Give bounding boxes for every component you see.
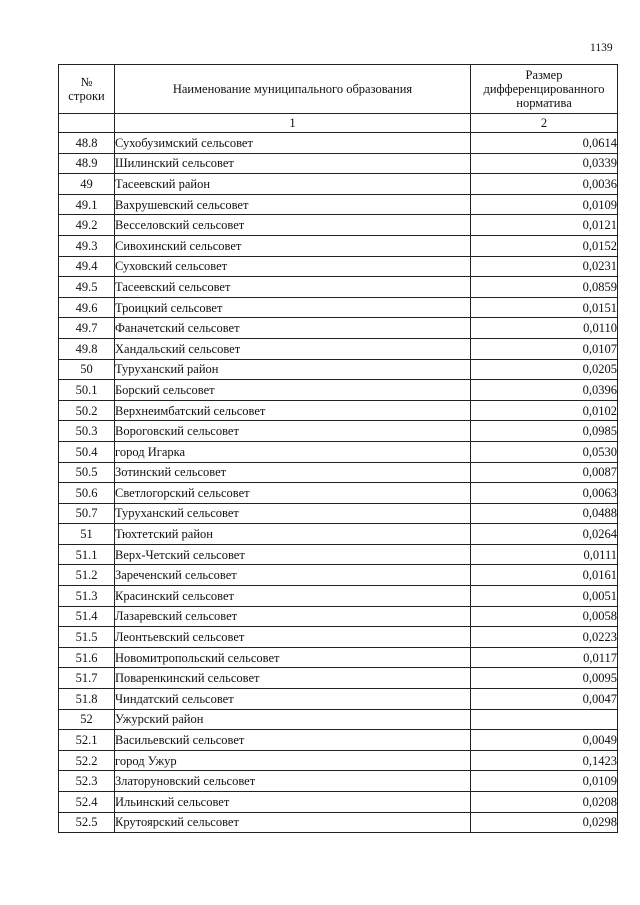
row-number-cell: 51.5 xyxy=(59,627,115,648)
municipality-name-cell: Суховский сельсовет xyxy=(115,256,471,277)
row-number-cell: 50 xyxy=(59,359,115,380)
table-row xyxy=(59,441,618,462)
header-row-number: № строки xyxy=(59,65,115,114)
page-number: 1139 xyxy=(590,42,613,54)
normative-value-cell: 0,0109 xyxy=(471,194,618,215)
table-row xyxy=(59,709,618,730)
municipality-name-cell: Тасеевский район xyxy=(115,174,471,195)
municipality-name-cell: Шилинский сельсовет xyxy=(115,153,471,174)
table-row xyxy=(59,235,618,256)
municipality-name-cell: Вахрушевский сельсовет xyxy=(115,194,471,215)
municipality-name-cell: Туруханский район xyxy=(115,359,471,380)
row-number-cell: 50.2 xyxy=(59,400,115,421)
table-row xyxy=(59,792,618,813)
municipality-name-cell: Лазаревский сельсовет xyxy=(115,606,471,627)
municipality-name-cell: Златоруновский сельсовет xyxy=(115,771,471,792)
normative-value-cell: 0,0051 xyxy=(471,586,618,607)
table-row xyxy=(59,380,618,401)
column-index-row xyxy=(59,114,618,133)
municipality-name-cell: Тасеевский сельсовет xyxy=(115,277,471,298)
row-number-cell: 52 xyxy=(59,709,115,730)
index-cell-empty xyxy=(59,114,115,133)
municipality-name-cell: Чиндатский сельсовет xyxy=(115,689,471,710)
row-number-cell: 49.5 xyxy=(59,277,115,298)
table-row xyxy=(59,503,618,524)
normative-value-cell: 0,0121 xyxy=(471,215,618,236)
normative-value-cell: 0,0231 xyxy=(471,256,618,277)
municipality-name-cell: Зареченский сельсовет xyxy=(115,565,471,586)
municipality-name-cell: Хандальский сельсовет xyxy=(115,338,471,359)
normative-value-cell: 0,0396 xyxy=(471,380,618,401)
normative-value-cell xyxy=(471,709,618,730)
municipality-name-cell: Ужурский район xyxy=(115,709,471,730)
normative-value-cell: 0,0087 xyxy=(471,462,618,483)
table-row xyxy=(59,483,618,504)
normative-value-cell: 0,0298 xyxy=(471,812,618,833)
index-cell-name: 1 xyxy=(115,114,471,133)
municipality-name-cell: Тюхтетский район xyxy=(115,524,471,545)
normative-value-cell: 0,0095 xyxy=(471,668,618,689)
municipality-name-cell: Вороговский сельсовет xyxy=(115,421,471,442)
normative-value-cell: 0,1423 xyxy=(471,750,618,771)
table-row xyxy=(59,627,618,648)
row-number-cell: 51.6 xyxy=(59,647,115,668)
header-municipality-name: Наименование муниципального образования xyxy=(115,65,471,114)
table-row xyxy=(59,215,618,236)
normative-table xyxy=(58,64,618,833)
row-number-cell: 48.8 xyxy=(59,133,115,154)
table-row xyxy=(59,174,618,195)
municipality-name-cell: город Ужур xyxy=(115,750,471,771)
table-row xyxy=(59,524,618,545)
normative-value-cell: 0,0161 xyxy=(471,565,618,586)
row-number-cell: 49.4 xyxy=(59,256,115,277)
normative-value-cell: 0,0117 xyxy=(471,647,618,668)
table-row xyxy=(59,689,618,710)
normative-value-cell: 0,0205 xyxy=(471,359,618,380)
normative-value-cell: 0,0107 xyxy=(471,338,618,359)
table-row xyxy=(59,586,618,607)
normative-value-cell: 0,0047 xyxy=(471,689,618,710)
row-number-cell: 50.1 xyxy=(59,380,115,401)
header-row xyxy=(59,65,618,114)
table-row xyxy=(59,647,618,668)
normative-value-cell: 0,0530 xyxy=(471,441,618,462)
row-number-cell: 51 xyxy=(59,524,115,545)
table-row xyxy=(59,338,618,359)
table-row xyxy=(59,421,618,442)
normative-value-cell: 0,0859 xyxy=(471,277,618,298)
row-number-cell: 48.9 xyxy=(59,153,115,174)
row-number-cell: 49.8 xyxy=(59,338,115,359)
row-number-cell: 51.8 xyxy=(59,689,115,710)
municipality-name-cell: Фаначетский сельсовет xyxy=(115,318,471,339)
table-row xyxy=(59,462,618,483)
municipality-name-cell: Поваренкинский сельсовет xyxy=(115,668,471,689)
municipality-name-cell: Сухобузимский сельсовет xyxy=(115,133,471,154)
normative-value-cell: 0,0264 xyxy=(471,524,618,545)
municipality-name-cell: Зотинский сельсовет xyxy=(115,462,471,483)
header-normative-size: Размер дифференцированного норматива xyxy=(471,65,618,114)
table-row xyxy=(59,771,618,792)
row-number-cell: 51.7 xyxy=(59,668,115,689)
row-number-cell: 51.2 xyxy=(59,565,115,586)
row-number-cell: 49.1 xyxy=(59,194,115,215)
municipality-name-cell: Борский сельсовет xyxy=(115,380,471,401)
municipality-name-cell: город Игарка xyxy=(115,441,471,462)
row-number-cell: 49.2 xyxy=(59,215,115,236)
table-row xyxy=(59,297,618,318)
normative-value-cell: 0,0614 xyxy=(471,133,618,154)
normative-value-cell: 0,0339 xyxy=(471,153,618,174)
table-row xyxy=(59,400,618,421)
municipality-name-cell: Леонтьевский сельсовет xyxy=(115,627,471,648)
normative-value-cell: 0,0223 xyxy=(471,627,618,648)
normative-value-cell: 0,0152 xyxy=(471,235,618,256)
row-number-cell: 51.4 xyxy=(59,606,115,627)
table-row xyxy=(59,606,618,627)
row-number-cell: 52.5 xyxy=(59,812,115,833)
row-number-cell: 52.2 xyxy=(59,750,115,771)
table-row xyxy=(59,750,618,771)
table-row xyxy=(59,194,618,215)
municipality-name-cell: Ильинский сельсовет xyxy=(115,792,471,813)
row-number-cell: 50.7 xyxy=(59,503,115,524)
normative-value-cell: 0,0109 xyxy=(471,771,618,792)
table-row xyxy=(59,812,618,833)
municipality-name-cell: Сивохинский сельсовет xyxy=(115,235,471,256)
row-number-cell: 49.7 xyxy=(59,318,115,339)
normative-value-cell: 0,0488 xyxy=(471,503,618,524)
table-row xyxy=(59,318,618,339)
normative-value-cell: 0,0110 xyxy=(471,318,618,339)
normative-value-cell: 0,0058 xyxy=(471,606,618,627)
row-number-cell: 50.6 xyxy=(59,483,115,504)
municipality-name-cell: Троицкий сельсовет xyxy=(115,297,471,318)
index-cell-size: 2 xyxy=(471,114,618,133)
municipality-name-cell: Светлогорский сельсовет xyxy=(115,483,471,504)
row-number-cell: 52.4 xyxy=(59,792,115,813)
normative-value-cell: 0,0102 xyxy=(471,400,618,421)
row-number-cell: 50.5 xyxy=(59,462,115,483)
row-number-cell: 51.1 xyxy=(59,544,115,565)
table-row xyxy=(59,133,618,154)
normative-value-cell: 0,0151 xyxy=(471,297,618,318)
table-row xyxy=(59,730,618,751)
normative-value-cell: 0,0985 xyxy=(471,421,618,442)
table-row xyxy=(59,544,618,565)
table-row xyxy=(59,668,618,689)
table-row xyxy=(59,277,618,298)
table-row xyxy=(59,153,618,174)
municipality-name-cell: Красинский сельсовет xyxy=(115,586,471,607)
row-number-cell: 50.3 xyxy=(59,421,115,442)
normative-value-cell: 0,0049 xyxy=(471,730,618,751)
table-row xyxy=(59,565,618,586)
row-number-cell: 49.3 xyxy=(59,235,115,256)
municipality-name-cell: Васильевский сельсовет xyxy=(115,730,471,751)
municipality-name-cell: Новомитропольский сельсовет xyxy=(115,647,471,668)
municipality-name-cell: Верхнеимбатский сельсовет xyxy=(115,400,471,421)
municipality-name-cell: Туруханский сельсовет xyxy=(115,503,471,524)
row-number-cell: 52.1 xyxy=(59,730,115,751)
normative-value-cell: 0,0036 xyxy=(471,174,618,195)
table-body xyxy=(59,133,618,833)
normative-value-cell: 0,0063 xyxy=(471,483,618,504)
municipality-name-cell: Крутоярский сельсовет xyxy=(115,812,471,833)
table-row xyxy=(59,256,618,277)
row-number-cell: 49 xyxy=(59,174,115,195)
row-number-cell: 49.6 xyxy=(59,297,115,318)
row-number-cell: 51.3 xyxy=(59,586,115,607)
row-number-cell: 50.4 xyxy=(59,441,115,462)
normative-value-cell: 0,0111 xyxy=(471,544,618,565)
municipality-name-cell: Верх-Четский сельсовет xyxy=(115,544,471,565)
municipality-name-cell: Весселовский сельсовет xyxy=(115,215,471,236)
row-number-cell: 52.3 xyxy=(59,771,115,792)
normative-value-cell: 0,0208 xyxy=(471,792,618,813)
table-row xyxy=(59,359,618,380)
